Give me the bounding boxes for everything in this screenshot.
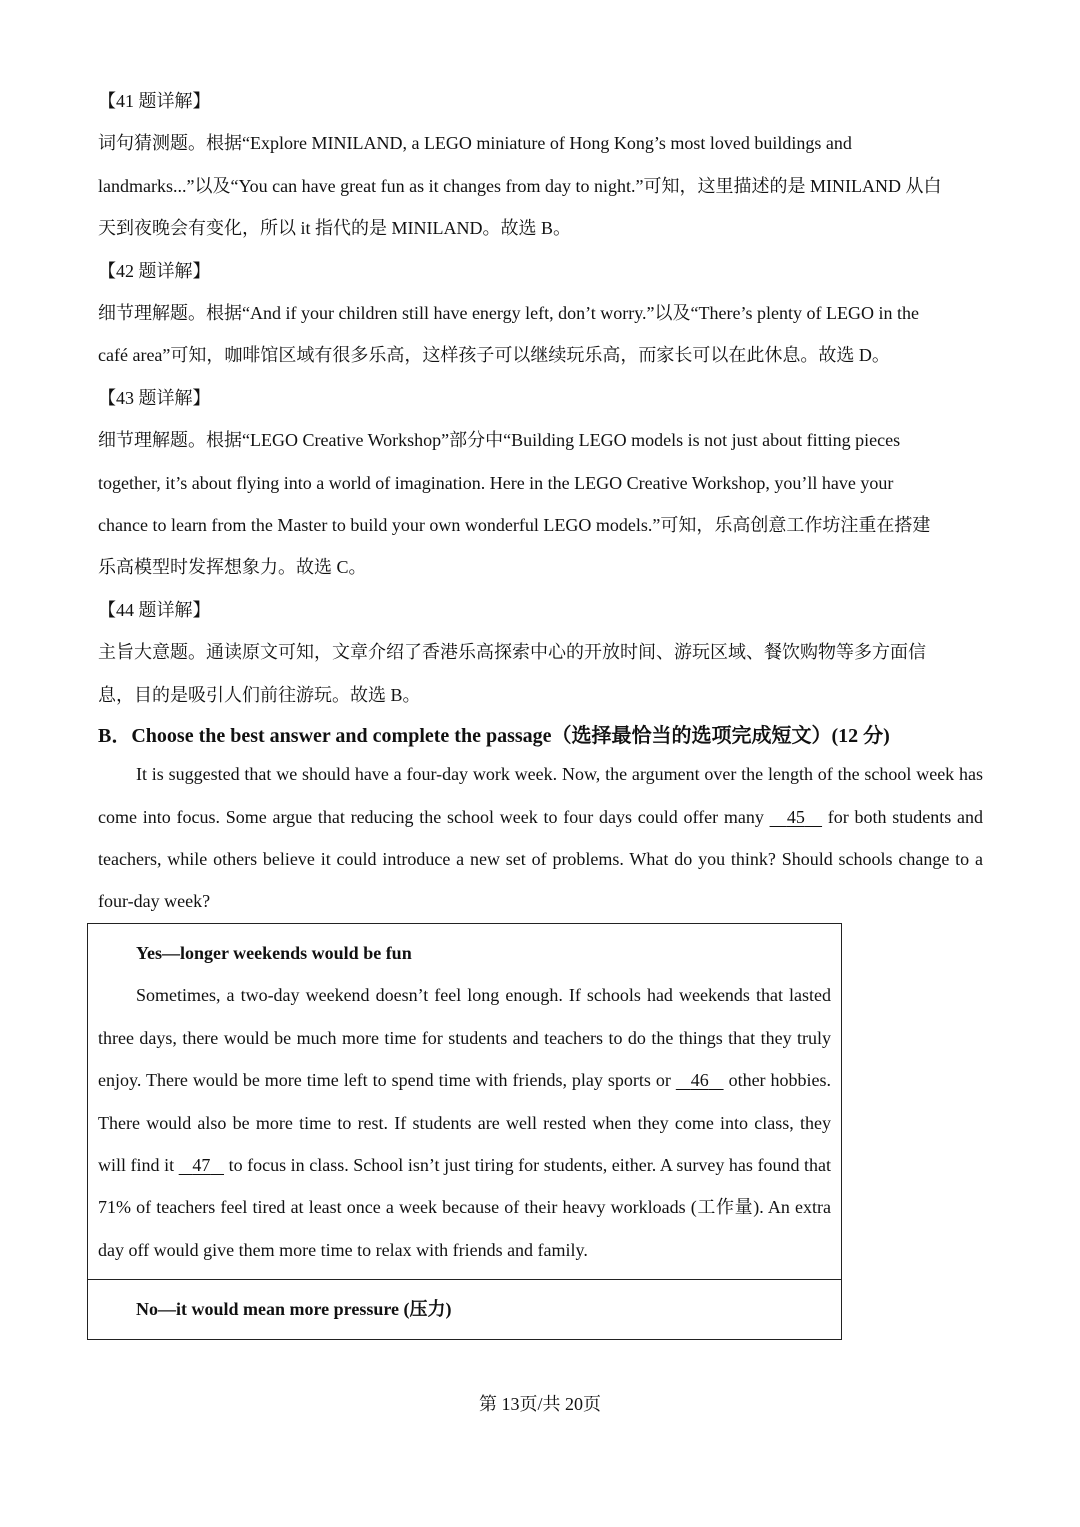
q41-line-3: 天到夜晚会有变化，所以 it 指代的是 MINILAND。故选 B。	[98, 218, 571, 239]
q43-line-4: 乐高模型时发挥想象力。故选 C。	[98, 557, 367, 578]
section-b-heading: B．Choose the best answer and complete the passage（选择最恰当的选项完成短文）(12 分)	[98, 725, 890, 748]
q42-line-2: café area”可知，咖啡馆区域有很多乐高，这样孩子可以继续玩乐高，而家长可以在此休息。故选 D。	[98, 345, 890, 366]
q41-line-1: 词句猜测题。根据“Explore MINILAND, a LEGO miniature of Hong Kong’s most loved buildings and	[98, 133, 852, 154]
page-number: 第 13页/共 20页	[478, 1394, 601, 1414]
q44-line-1: 主旨大意题。通读原文可知，文章介绍了香港乐高探索中心的开放时间、游玩区域、餐饮购物等多方面信	[98, 642, 926, 663]
q43-line-2: together, it’s about flying into a world of imagination. Here in the LEGO Creative Workshop, you’ll have your	[98, 472, 894, 493]
blank-46-number: 46	[690, 1070, 709, 1091]
q44-title: 【44 题详解】	[98, 599, 211, 620]
intro-text-2: for both students and teachers, while others believe it could introduce a new set of problems. What do you think? Should schools change to a four-day week?	[98, 806, 984, 912]
yes-paragraph	[98, 974, 831, 1271]
blank-47	[179, 1155, 224, 1175]
yes-title: Yes—longer weekends would be fun	[136, 943, 412, 963]
q41-line-2: landmarks...”以及“You can have great fun as it changes from day to night.”可知，这里描述的是 MINILAND 从白	[98, 175, 942, 196]
yes-text-3: to focus in class. School isn’t just tiring for students, either. A survey has found that 71% of teachers feel tired at least once a week because of their heavy workloads (工作量). An extra day off would give them more time to relax with friends and family.	[98, 1155, 832, 1260]
debate-table	[87, 923, 842, 1340]
blank-47-number: 47	[192, 1155, 211, 1176]
q42-title: 【42 题详解】	[98, 260, 211, 281]
yes-text-1: Sometimes, a two-day weekend doesn’t feel long enough. If schools had weekends that lasted three days, there would be much more time for students and teachers to do the things that they truly enjoy. There would be more time left to spend time with friends, play sports or	[98, 985, 831, 1091]
blank-45-number: 45	[786, 806, 805, 827]
q44-line-2: 息，目的是吸引人们前往游玩。故选 B。	[98, 684, 421, 705]
q43-line-1: 细节理解题。根据“LEGO Creative Workshop”部分中“Building LEGO models is not just about fitting pieces	[98, 430, 901, 451]
yes-text-2: other hobbies. There would also be more time to rest. If students are well rested when they come into class, they will find it	[98, 1070, 832, 1176]
no-section	[88, 1279, 841, 1338]
section-b-intro	[98, 753, 983, 923]
q42-line-1: 细节理解题。根据“And if your children still have energy left, don’t worry.”以及“There’s plenty of LEGO in the	[98, 303, 919, 324]
yes-section	[88, 924, 841, 1279]
blank-46	[676, 1070, 724, 1090]
q43-title: 【43 题详解】	[98, 387, 211, 408]
q43-line-3: chance to learn from the Master to build your own wonderful LEGO models.”可知，乐高创意工作坊注重在搭建	[98, 515, 931, 536]
q41-title: 【41 题详解】	[98, 91, 211, 111]
document-body	[98, 80, 983, 923]
intro-text-1: It is suggested that we should have a four-day work week. Now, the argument over the length of the school week has come into focus. Some argue that reducing the school week to four days could offer many	[98, 764, 983, 827]
no-title: No—it would mean more pressure (压力)	[136, 1299, 452, 1320]
blank-45	[770, 807, 822, 827]
